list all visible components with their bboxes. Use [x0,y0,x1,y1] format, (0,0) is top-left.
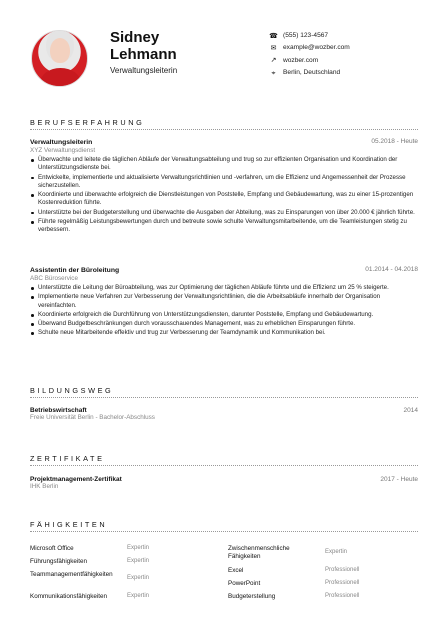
job-bullets [30,156,418,235]
job-bullet: Schulte neue Mitarbeitende effektiv und trug zur Verbesserung der Teamdynamik und Kommunikation bei. [30,329,418,337]
skill-name: Excel [228,567,244,574]
location-icon: ⌖ [271,69,276,77]
job-entry: Verwaltungsleiterin 05.2018 - Heute XYZ Verwaltungsdienst Überwachte und leitete die täglichen Abläufe der Verwaltungsabteilung und trug so zur effizienten Organisation und Koordination der Unterstützungsdienste bei. Entwickelte, implementierte und aktualisierte Verwaltungsrichtlinien und -verfahren, um die Effizienz und Angemessenheit der Prozesse sicherzustellen. Koordinierte und überwachte erfolgreich die Dienstleistungen von Poststelle, Empfang und Gebäudewartung, was zu einer 15-prozentigen Kostenreduktion führte. Unterstützte bei der Budgeterstellung und überwachte die Ausgaben der Abteilung, was zu Einsparungen von über 20.000 € jährlich führte. Führte regelmäßig Leistungsbewertungen durch und betreute sowie schulte Verwaltungsmitarbeitende, um die Teamleistungen stetig zu verbessern. [30,138,418,234]
skill-level: Expertin [127,545,150,551]
certificates-section-title: ZERTIFIKATE [30,454,418,466]
skill-level: Professionell [325,567,360,573]
certificate-entry: Projektmanagement-Zertifikat 2017 - Heute IHK Berlin [30,476,418,490]
skill-level: Expertin [127,593,150,599]
education-section-title: BILDUNGSWEG [30,386,418,398]
skill-level: Expertin [325,549,348,555]
job-bullet: Überwachte und leitete die täglichen Abläufe der Verwaltungsabteilung und trug so zur effizienten Organisation und Koordination der Unterstützungsdienste bei. [30,156,418,173]
skill-name: Führungsfähigkeiten [30,558,88,565]
skill-name: PowerPoint [228,580,261,587]
job-entry: Assistentin der Büroleitung 01.2014 - 04.2018 ABC Büroservice Unterstützte die Leitung der Büroabteilung, was zur Optimierung der täglichen Abläufe führte und die Effizienz um 25 % steigerte. Implementierte neue Verfahren zur Verbesserung der Verwaltungsrichtlinien, die die Arbeitsabläufe innerhalb der Organisation vereinfachten. Koordinierte erfolgreich die Durchführung von Unterstützungsdiensten, darunter Poststelle, Empfang und Gebäudewartung. Überwand Budgetbeschränkungen durch vorausschauendes Management, was zu erheblichen Einsparungen führte. Schulte neue Mitarbeitende effektiv und trug zur Verbesserung der Teamdynamik und Kommunikation bei. [30,266,418,337]
contact-phone: ☎ (555) 123-4567 [269,32,329,40]
job-bullet: Entwickelte, implementierte und aktualisierte Verwaltungsrichtlinien und -verfahren, um die Effizienz und Angemessenheit der Prozesse sicherzustellen. [30,174,418,191]
education-entry: Betriebswirtschaft 2014 Freie Universität Berlin - Bachelor-Abschluss [30,407,418,421]
job-bullet: Implementierte neue Verfahren zur Verbesserung der Verwaltungsrichtlinien, die die Arbeitsabläufe innerhalb der Organisation vereinfachten. [30,293,418,310]
contact-website: ↗ wozber.com [270,56,319,65]
skill-name: Zwischenmenschliche Fähigkeiten [228,545,290,560]
job-bullet: Unterstützte bei der Budgeterstellung und überwachte die Ausgaben der Abteilung, was zu Einsparungen von über 20.000 € jährlich führte. [30,209,418,217]
job-role: Verwaltungsleiterin [110,66,178,75]
mail-icon: ✉ [270,44,277,52]
job-bullet: Unterstützte die Leitung der Büroabteilung, was zur Optimierung der täglichen Abläufe führte und die Effizienz um 25 % steigerte. [30,284,418,292]
job-bullet: Führte regelmäßig Leistungsbewertungen durch und betreute sowie schulte Verwaltungsmitarbeitende, um die Teamleistungen stetig zu verbessern. [30,218,418,235]
person-name: Sidney Lehmann [110,29,177,63]
job-bullet: Koordinierte erfolgreich die Durchführung von Unterstützungsdiensten, darunter Poststelle, Empfang und Gebäudewartung. [30,311,418,319]
skills-section-title: FÄHIGKEITEN [30,520,418,532]
skill-level: Professionell [325,593,360,599]
skill-level: Professionell [325,580,360,586]
contact-location: ⌖ Berlin, Deutschland [269,67,350,79]
skill-name: Teammanagementfähigkeiten [30,571,113,578]
profile-photo [31,30,88,87]
link-icon: ↗ [270,57,277,65]
contact-email: ✉ example@wozber.com [270,44,350,52]
skill-level: Expertin [127,558,150,564]
skill-level: Expertin [127,575,150,581]
job-bullets [30,284,418,338]
experience-section-title: BERUFSERFAHRUNG [30,118,418,130]
phone-icon: ☎ [269,32,278,40]
contact-list [269,30,350,79]
skill-name: Budgeterstellung [228,593,276,600]
job-bullet: Überwand Budgetbeschränkungen durch vorausschauendes Management, was zu erheblichen Einsparungen führte. [30,320,418,328]
skill-name: Kommunikationsfähigkeiten [30,593,108,600]
job-bullet: Koordinierte und überwachte erfolgreich die Dienstleistungen von Poststelle, Empfang und Gebäudewartung, was zu einer 15-prozentigen Kostenreduktion führte. [30,191,418,208]
skill-name: Microsoft Office [30,545,74,552]
